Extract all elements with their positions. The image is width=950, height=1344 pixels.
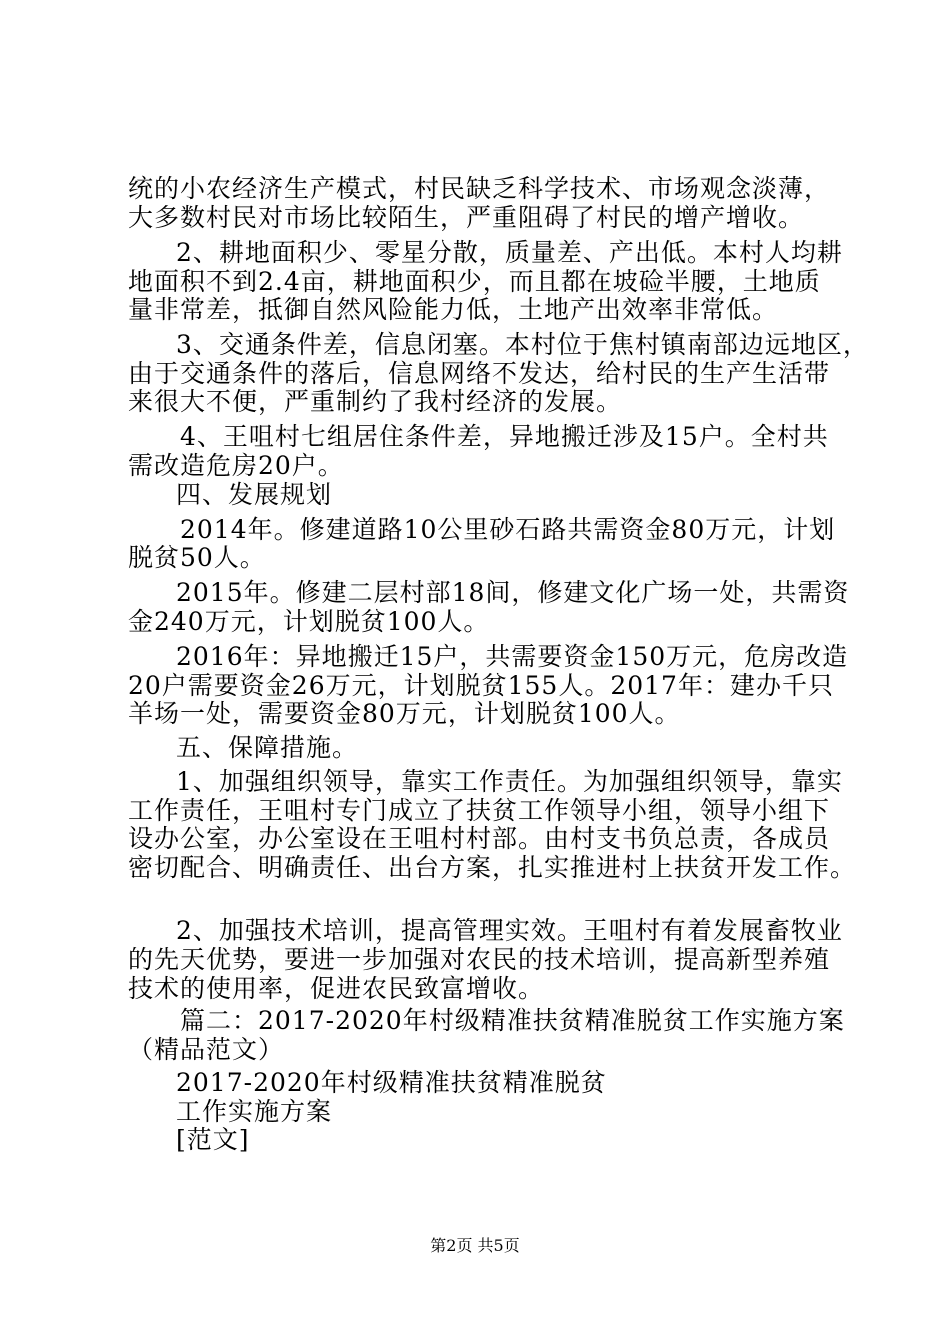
text-line-21: 工作责任，王咀村专门成立了扶贫工作领导小组，领导小组下	[128, 796, 831, 825]
text-line-14: 2015年。修建二层村部18间，修建文化广场一处，共需资	[176, 578, 850, 607]
text-line-13: 脱贫50人。	[128, 543, 266, 572]
text-line-25: 的先天优势，要进一步加强对农民的技术培训，提高新型养殖	[128, 945, 831, 974]
text-line-4: 地面积不到2.4亩，耕地面积少，而且都在坡硷半腰，土地质	[128, 267, 821, 296]
text-line-7: 由于交通条件的落后，信息网络不发达，给村民的生产生活带	[128, 359, 831, 388]
text-line-8: 来很大不便，严重制约了我村经济的发展。	[128, 387, 623, 416]
text-line-18: 羊场一处，需要资金80万元，计划脱贫100人。	[128, 699, 681, 728]
text-line-17: 20户需要资金26万元，计划脱贫155人。2017年：建办千只	[128, 671, 834, 700]
chapter-two-title-suffix: （精品范文）	[128, 1035, 285, 1064]
plan-sample-label: [范文]	[176, 1125, 250, 1154]
text-line-22: 设办公室，办公室设在王咀村村部。由村支书负总责，各成员	[128, 824, 831, 853]
text-line-15: 金240万元，计划脱贫100人。	[128, 607, 490, 636]
text-line-2: 大多数村民对市场比较陌生，严重阻碍了村民的增产增收。	[128, 203, 805, 232]
text-line-23: 密切配合、明确责任、出台方案，扎实推进村上扶贫开发工作。	[128, 853, 857, 882]
text-line-6: 3、交通条件差，信息闭塞。本村位于焦村镇南部边远地区，	[176, 330, 869, 359]
plan-title-line-2: 工作实施方案	[176, 1097, 333, 1126]
section-heading-safeguards: 五、保障措施。	[176, 733, 359, 762]
text-line-12: 2014年。修建道路10公里砂石路共需资金80万元，计划	[180, 515, 836, 544]
text-line-24: 2、加强技术培训，提高管理实效。王咀村有着发展畜牧业	[176, 916, 843, 945]
text-line-10: 需改造危房20户。	[128, 451, 344, 480]
plan-title-line-1: 2017-2020年村级精准扶贫精准脱贫	[176, 1068, 607, 1097]
page-footer: 第2页 共5页	[430, 1236, 520, 1255]
text-line-1: 统的小农经济生产模式，村民缺乏科学技术、市场观念淡薄，	[128, 174, 831, 203]
text-line-9: 4、王咀村七组居住条件差，异地搬迁涉及15户。全村共	[180, 422, 829, 451]
chapter-two-title: 篇二：2017-2020年村级精准扶贫精准脱贫工作实施方案	[180, 1006, 845, 1035]
text-line-26: 技术的使用率，促进农民致富增收。	[128, 974, 545, 1003]
text-line-20: 1、加强组织领导，靠实工作责任。为加强组织领导，靠实	[176, 767, 843, 796]
text-line-5: 量非常差，抵御自然风险能力低，土地产出效率非常低。	[128, 295, 779, 324]
section-heading-development-plan: 四、发展规划	[176, 480, 333, 509]
text-line-16: 2016年：异地搬迁15户，共需要资金150万元，危房改造	[176, 642, 849, 671]
text-line-3: 2、耕地面积少、零星分散，质量差、产出低。本村人均耕	[176, 238, 843, 267]
